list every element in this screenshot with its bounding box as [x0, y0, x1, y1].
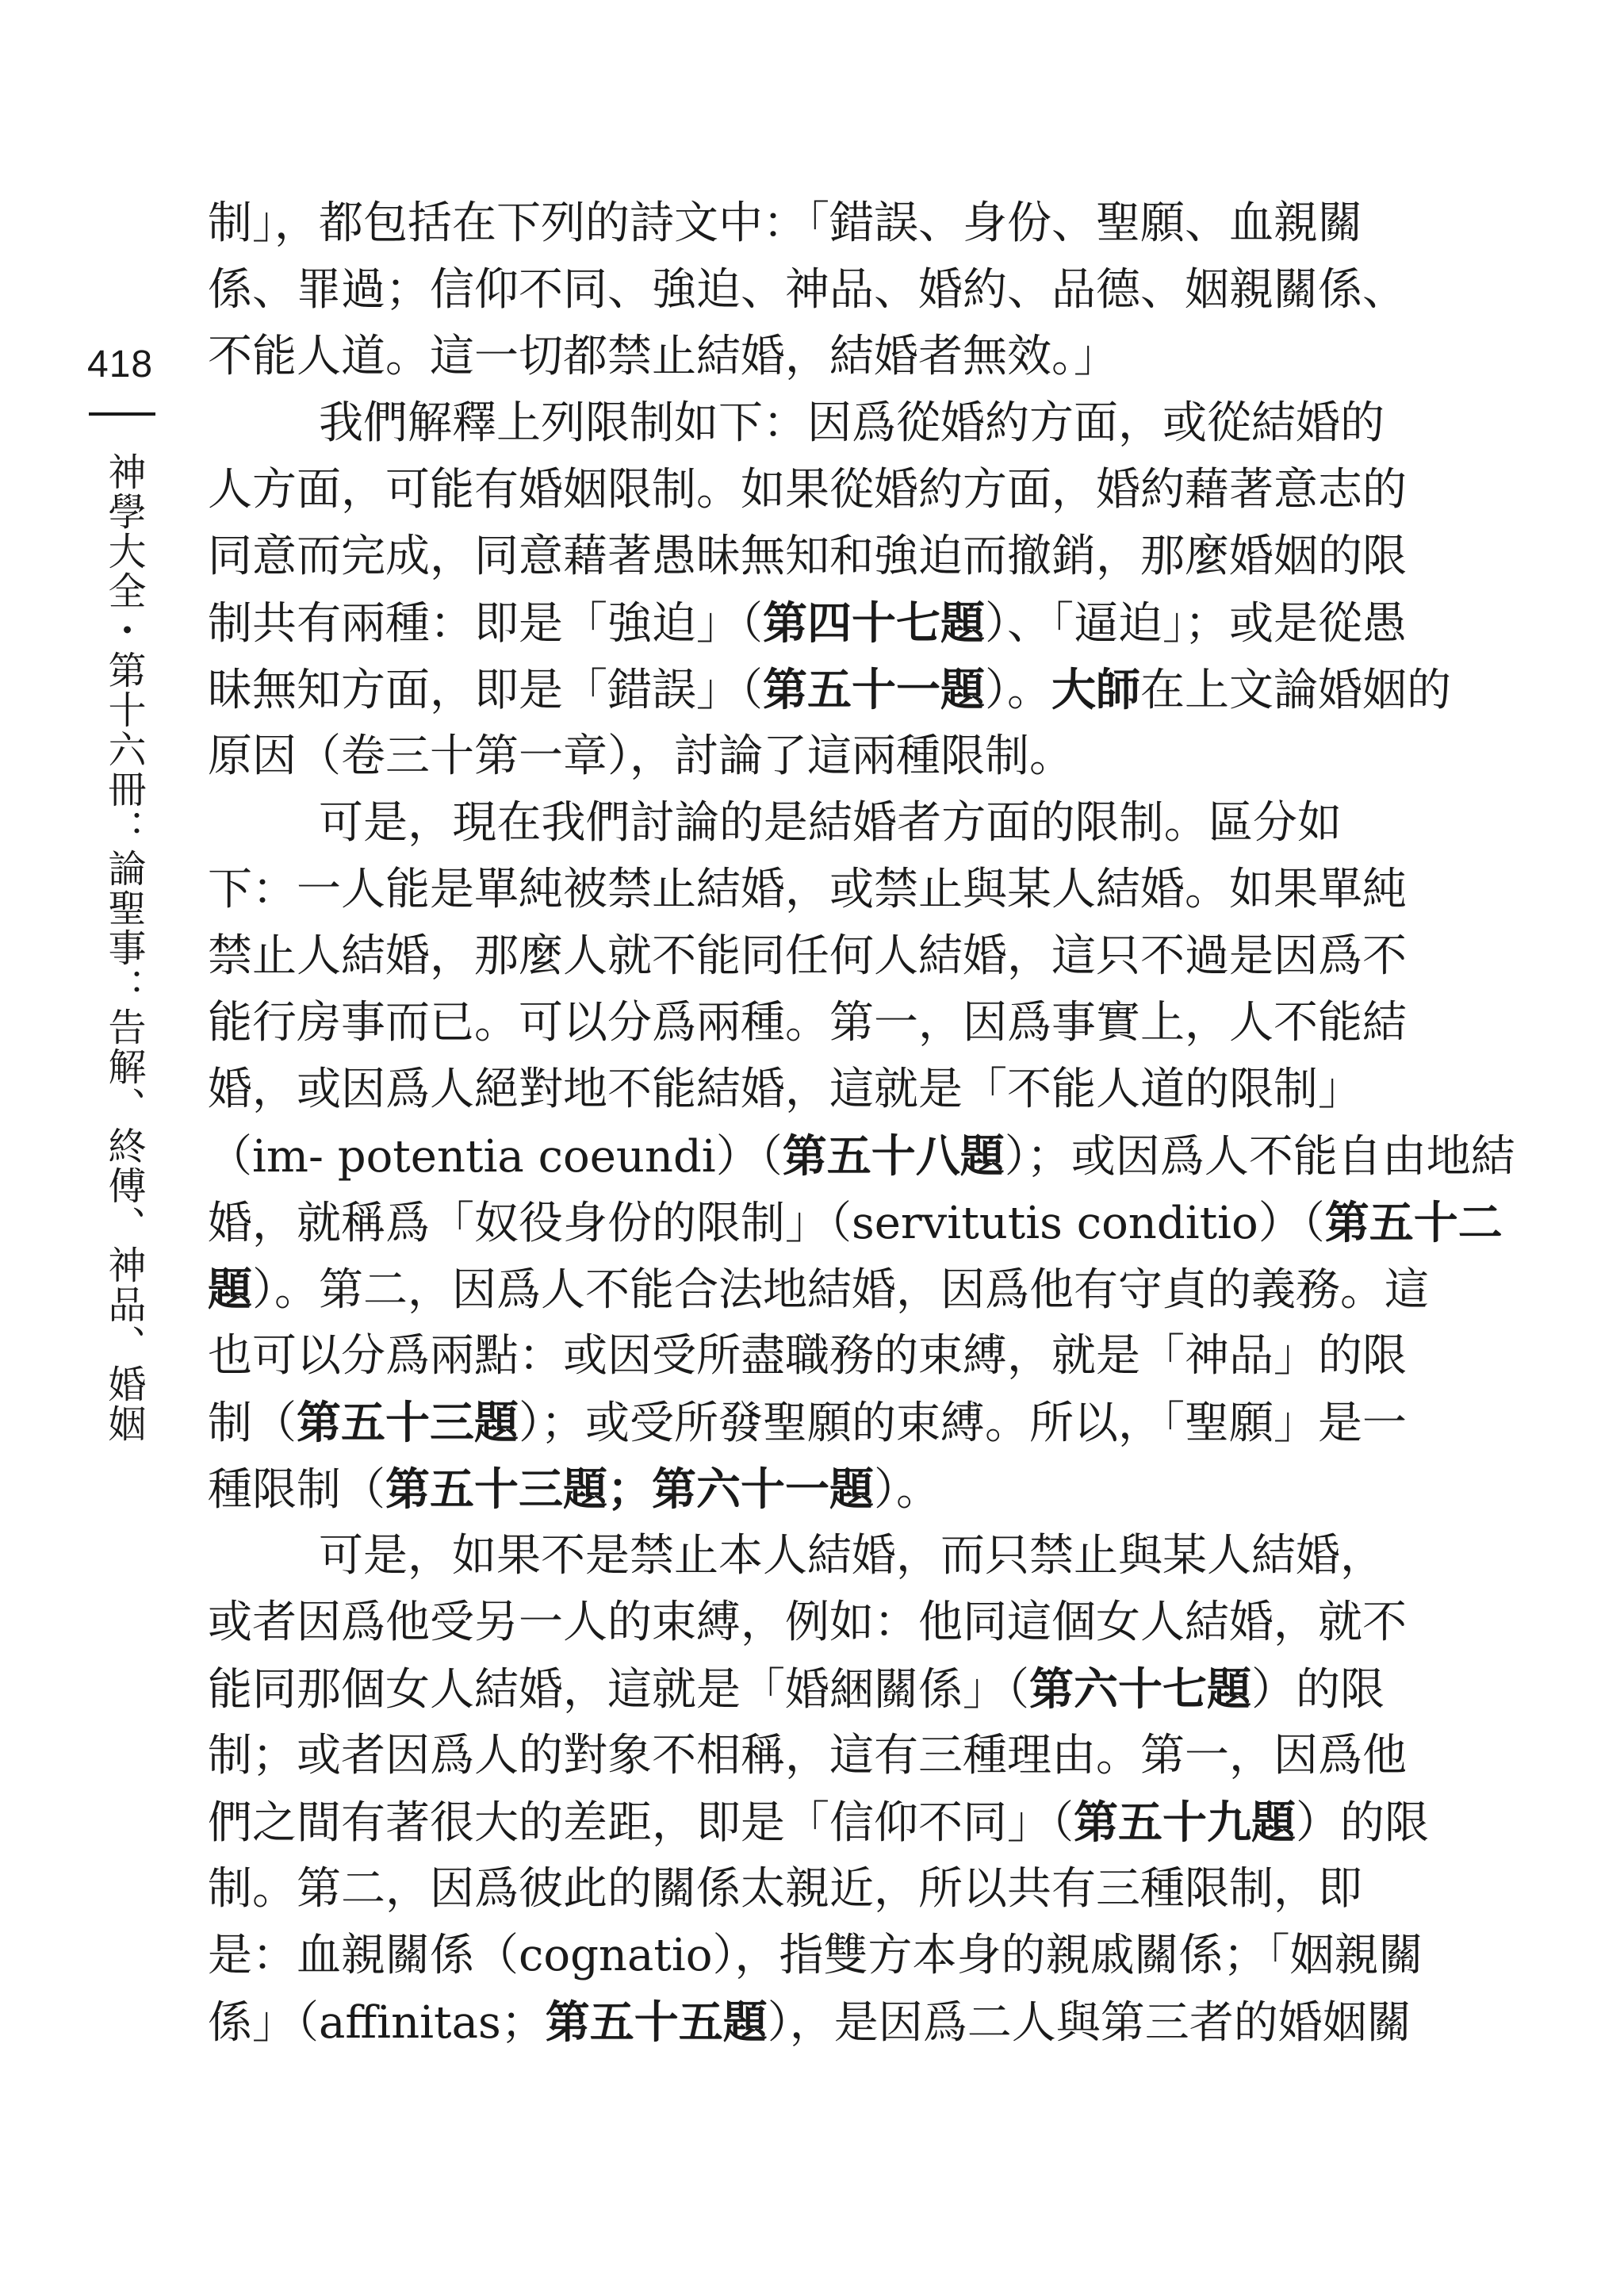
- text-line: [208, 1856, 1362, 1923]
- page-number: 418: [87, 343, 154, 385]
- text-segment: （im- potentia coeundi）（: [208, 1131, 783, 1183]
- margin-rule: [89, 412, 155, 416]
- text-line: [208, 1190, 1503, 1256]
- text-line: [208, 1989, 1411, 2056]
- text-segment: 禁止人結婚，那麼人就不能同任何人結婚，這只不過是因爲不: [208, 930, 1407, 982]
- bold-reference: 大師: [1051, 664, 1140, 716]
- bold-reference: 第五十一題: [763, 664, 985, 716]
- text-segment: 人方面，可能有婚姻限制。如果從婚約方面，婚約藉著意志的: [208, 464, 1407, 516]
- text-segment: 不能人道。這一切都禁止結婚，結婚者無效。」: [208, 331, 1118, 382]
- text-segment: ）。第二，因爲人不能合法地結婚，因爲他有守貞的義務。這: [252, 1264, 1429, 1316]
- text-segment: 係」（affinitas；: [208, 1997, 546, 2049]
- text-segment: ）。: [874, 1464, 940, 1516]
- text-line: [208, 1523, 1385, 1589]
- body-text: [208, 190, 1515, 2056]
- bold-reference: 題: [208, 1263, 252, 1316]
- text-segment: 下：一人能是單純被禁止結婚，或禁止與某人結婚。如果單純: [208, 864, 1407, 915]
- text-line: [208, 324, 1342, 390]
- text-line: [208, 1390, 1407, 1456]
- text-segment: 制（: [208, 1398, 297, 1449]
- text-segment: 婚，就稱爲「奴役身份的限制」（servitutis conditio）（: [208, 1198, 1325, 1249]
- text-line: [208, 1056, 1362, 1123]
- bold-reference: 第六十七題: [1029, 1663, 1251, 1716]
- text-line: [208, 590, 1407, 657]
- bold-reference: 第五十九題: [1074, 1796, 1296, 1849]
- text-line: [208, 1123, 1515, 1190]
- text-segment: 在上文論婚姻的: [1140, 665, 1451, 716]
- text-segment: 能行房事而已。可以分爲兩種。第一，因爲事實上，人不能結: [208, 997, 1407, 1049]
- text-segment: 可是，如果不是禁止本人結婚，而只禁止與某人結婚，: [319, 1530, 1385, 1582]
- text-segment: 或者因爲他受另一人的束縛，例如：他同這個女人結婚，就不: [208, 1597, 1407, 1648]
- bold-reference: 第五十三題: [297, 1397, 519, 1449]
- text-segment: 種限制（: [208, 1464, 385, 1516]
- text-line: [208, 923, 1407, 990]
- text-line: [208, 1256, 1429, 1323]
- text-line: [208, 1656, 1385, 1723]
- text-segment: ）、「逼迫」；或是從愚: [985, 598, 1407, 650]
- text-segment: 制；或者因爲人的對象不相稱，這有三種理由。第一，因爲他: [208, 1730, 1407, 1781]
- paragraph: [208, 790, 1515, 1523]
- bold-reference: 第五十二: [1324, 1197, 1503, 1249]
- bold-reference: 第五十五題: [545, 1996, 768, 2049]
- text-segment: 係、罪過；信仰不同、強迫、神品、婚約、品德、姻親關係、: [208, 264, 1407, 316]
- running-title: 神學大全・第十六冊：論聖事：告解、終傅、神品、婚姻: [102, 452, 146, 1444]
- text-line: [208, 1789, 1429, 1856]
- paragraph: [208, 190, 1407, 390]
- text-line: [208, 390, 1385, 457]
- text-segment: ）；或受所發聖願的束縛。所以，「聖願」是一: [519, 1398, 1407, 1449]
- text-segment: 也可以分爲兩點：或因受所盡職務的束縛，就是「神品」的限: [208, 1330, 1407, 1382]
- text-segment: 們之間有著很大的差距，即是「信仰不同」（: [208, 1797, 1074, 1849]
- text-segment: 制。第二，因爲彼此的關係太親近，所以共有三種限制，即: [208, 1863, 1362, 1915]
- text-segment: 昧無知方面，即是「錯誤」（: [208, 665, 763, 716]
- text-line: [208, 1323, 1407, 1390]
- text-line: [208, 523, 1407, 590]
- bold-reference: 第四十七題: [763, 597, 985, 650]
- bold-reference: 第五十三題；第六十一題: [385, 1463, 874, 1516]
- text-line: [208, 1589, 1407, 1656]
- text-line: [208, 257, 1407, 324]
- paragraph: [208, 1523, 1429, 2056]
- text-line: [208, 190, 1362, 257]
- text-line: [208, 457, 1407, 523]
- paragraph: [208, 390, 1451, 790]
- text-line: [208, 857, 1407, 923]
- text-line: [208, 657, 1451, 723]
- text-line: [208, 790, 1342, 857]
- text-segment: 我們解釋上列限制如下：因爲從婚約方面，或從結婚的: [319, 397, 1385, 449]
- text-segment: ）；或因爲人不能自由地結: [1004, 1131, 1515, 1183]
- text-line: [208, 1923, 1423, 1989]
- text-segment: ）。: [985, 665, 1051, 716]
- text-segment: 同意而完成，同意藉著愚昧無知和強迫而撤銷，那麼婚姻的限: [208, 531, 1407, 582]
- text-line: [208, 723, 1342, 790]
- text-segment: 制」，都包括在下列的詩文中：「錯誤、身份、聖願、血親關: [208, 197, 1362, 249]
- text-segment: ），是因爲二人與第三者的婚姻關: [767, 1997, 1411, 2049]
- text-segment: 可是，現在我們討論的是結婚者方面的限制。區分如: [319, 797, 1342, 849]
- text-line: [208, 990, 1407, 1056]
- text-line: [208, 1456, 1342, 1523]
- text-segment: 制共有兩種：即是「強迫」（: [208, 598, 763, 650]
- text-segment: 能同那個女人結婚，這就是「婚綑關係」（: [208, 1664, 1029, 1716]
- text-segment: 婚，或因爲人絕對地不能結婚，這就是「不能人道的限制」: [208, 1064, 1362, 1115]
- text-segment: 是：血親關係（cognatio），指雙方本身的親戚關係；「姻親關: [208, 1930, 1423, 1981]
- text-segment: ）的限: [1251, 1664, 1385, 1716]
- text-segment: 原因（卷三十第一章），討論了這兩種限制。: [208, 730, 1074, 782]
- text-line: [208, 1723, 1407, 1789]
- text-segment: ）的限: [1296, 1797, 1429, 1849]
- bold-reference: 第五十八題: [782, 1130, 1005, 1183]
